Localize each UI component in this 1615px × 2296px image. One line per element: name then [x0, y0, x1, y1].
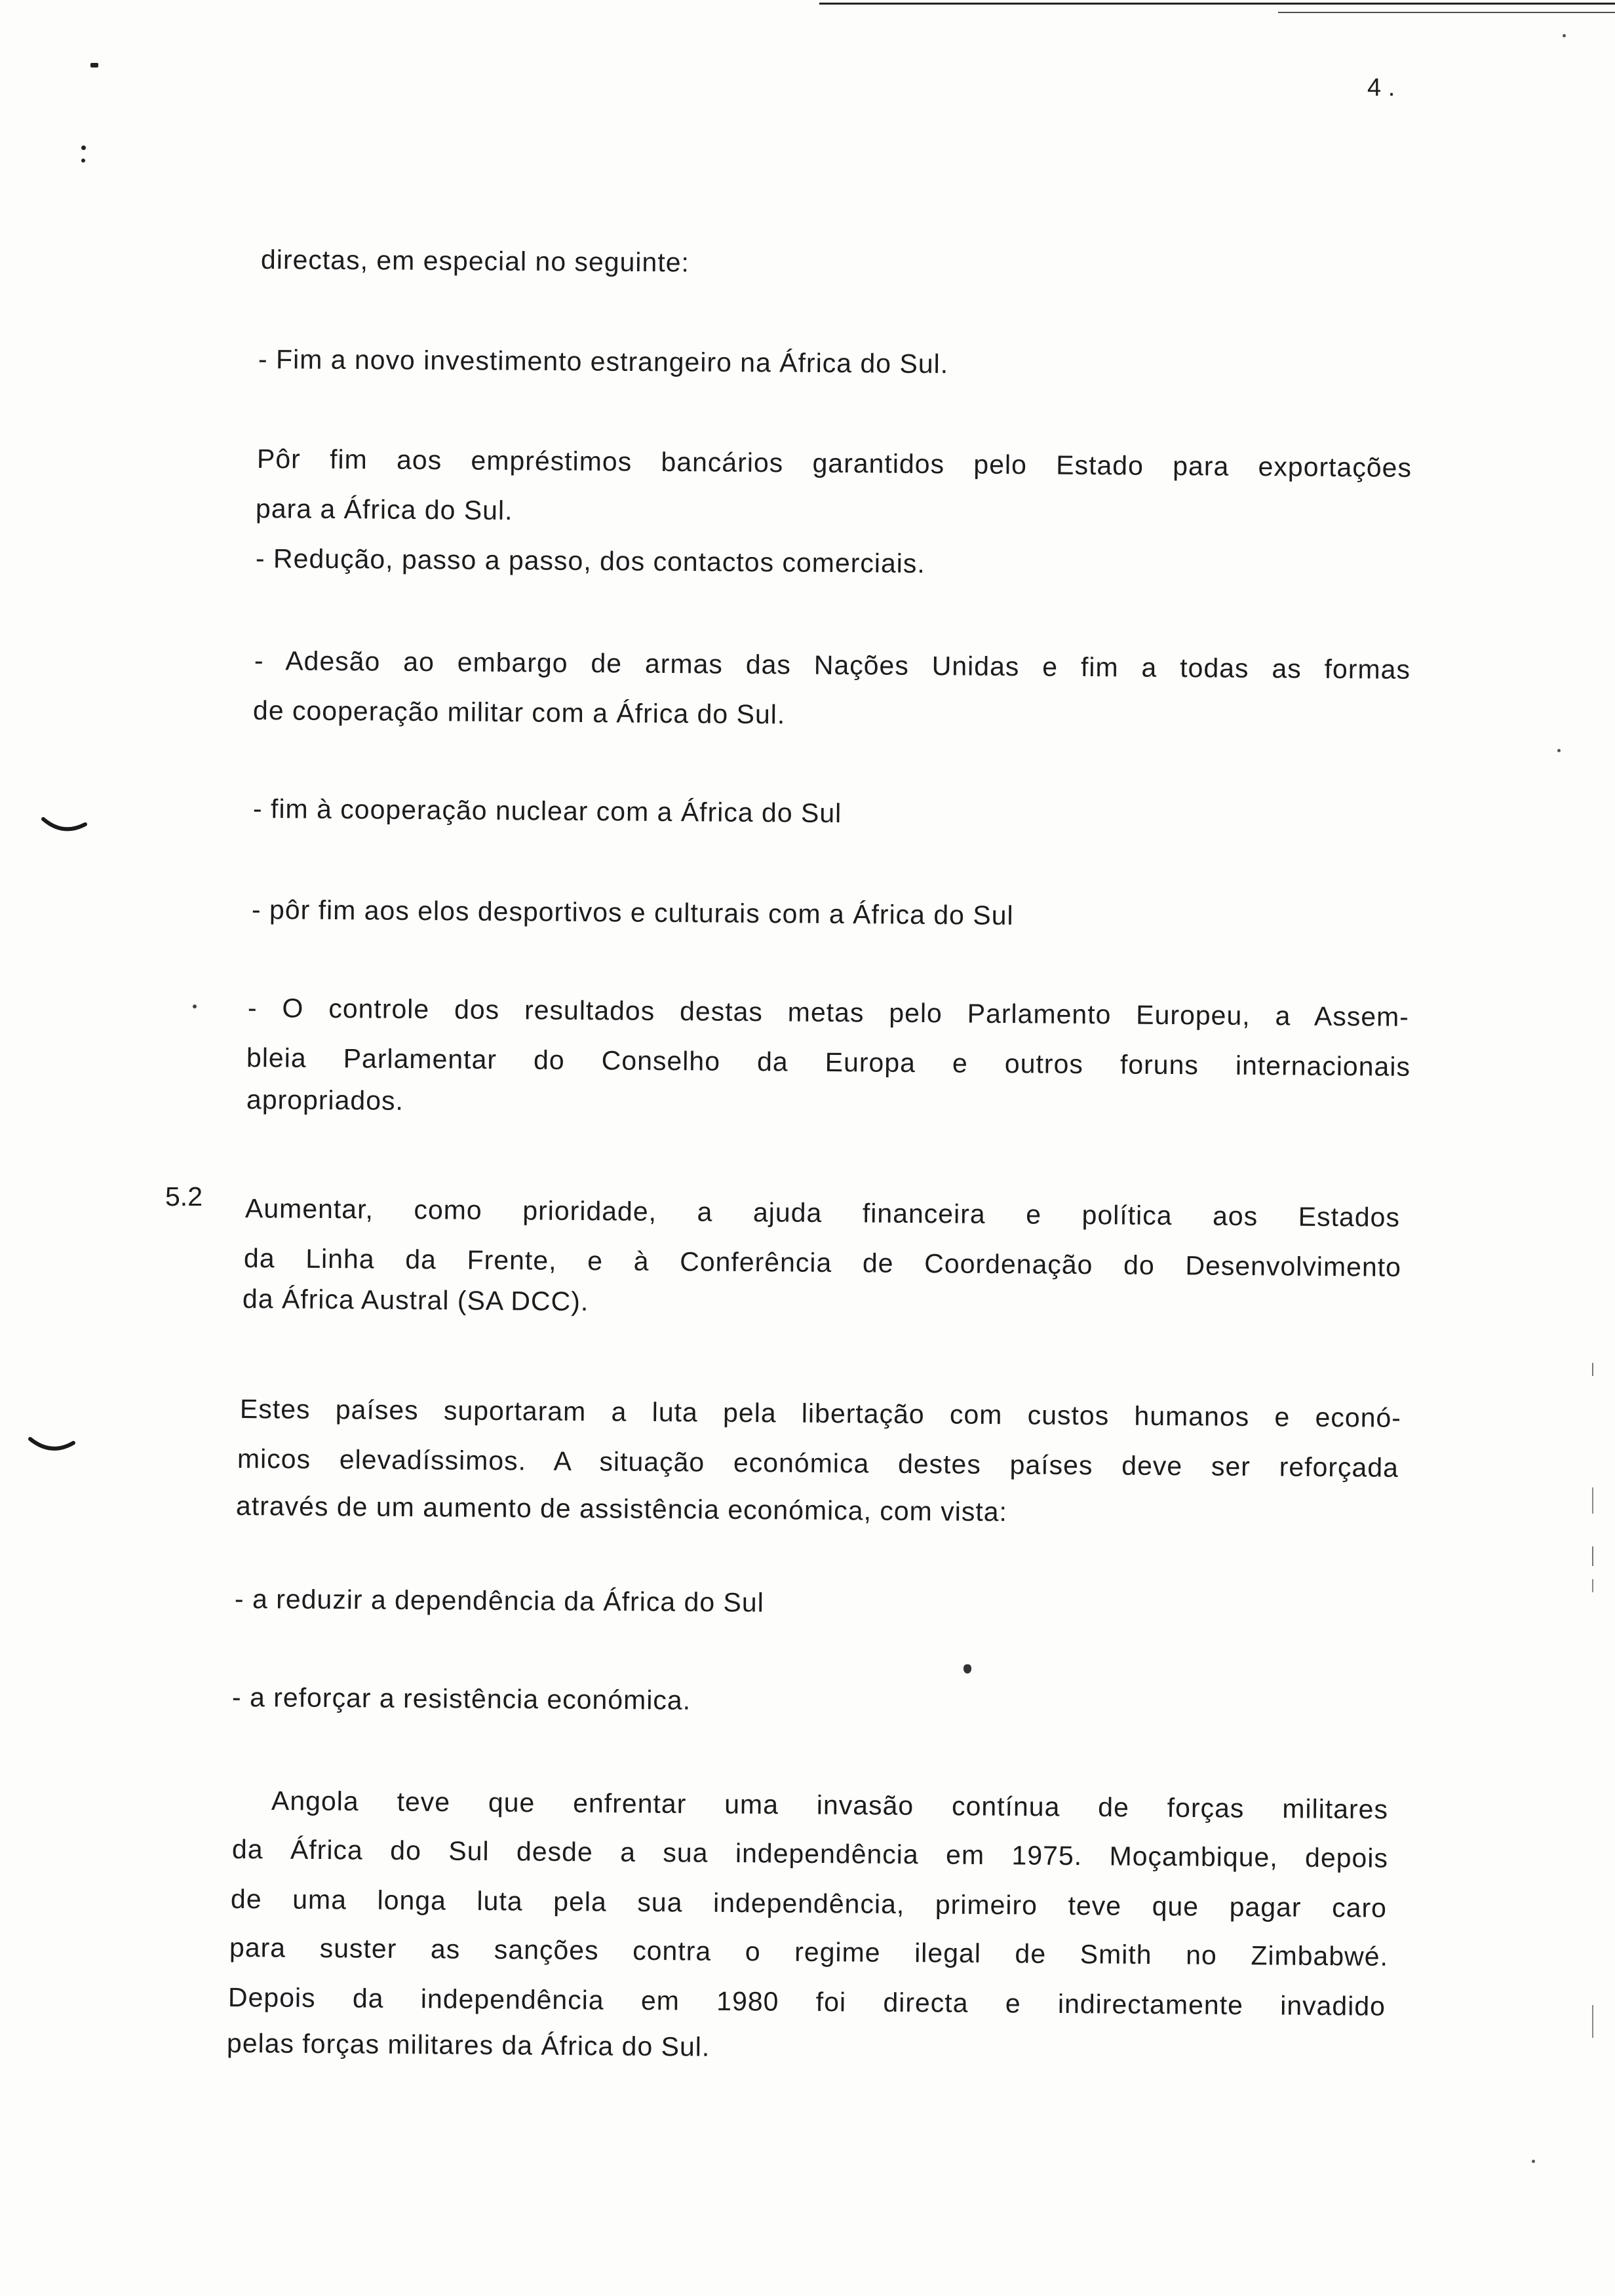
scan-speck	[963, 1664, 971, 1674]
angola-line-1: Angola teve que enfrentar uma invasão contínua de forças militares	[271, 1786, 1389, 1825]
list-item-arms-line-1: - Adesão ao embargo de armas das Nações Unidas e fim a todas as formas	[254, 645, 1411, 685]
page-number: 4 .	[1367, 74, 1395, 102]
top-edge-line-lower	[1278, 12, 1615, 13]
scan-speck	[81, 145, 86, 150]
scan-speck	[90, 63, 98, 67]
scan-speck	[1557, 749, 1561, 752]
aim-reduce: - a reduzir a dependência da África do Sul	[234, 1584, 764, 1618]
section-number: 5.2	[165, 1181, 203, 1212]
angola-line-4: para suster as sanções contra o regime ilegal de Smith no Zimbabwé.	[229, 1932, 1389, 1972]
aim-reinforce: - a reforçar a resistência económica.	[231, 1682, 691, 1715]
list-item-loans-line-2: para a África do Sul.	[255, 493, 513, 526]
list-item-control-line-3: apropriados.	[246, 1084, 404, 1116]
list-item-control-line-2: bleia Parlamentar do Conselho da Europa e outros foruns internacionais	[246, 1043, 1411, 1082]
angola-line-5: Depois da independência em 1980 foi directa e indirectamente invadido	[227, 1982, 1386, 2021]
list-item-investment: - Fim a novo investimento estrangeiro na África do Sul.	[258, 344, 949, 379]
page-edge-ticks	[1586, 1350, 1599, 2057]
opening-line: directas, em especial no seguinte:	[260, 244, 690, 278]
section-line-1: Aumentar, como prioridade, a ajuda financeira e política aos Estados	[244, 1193, 1401, 1233]
list-item-arms-line-2: de cooperação militar com a África do Sul.	[252, 695, 786, 730]
top-edge-line	[819, 3, 1615, 5]
list-item-control-line-1: - O controle dos resultados destas metas pelo Parlamento Europeu, a Assem-	[247, 993, 1410, 1032]
scan-speck	[193, 1004, 197, 1008]
angola-line-6: pelas forças militares da África do Sul.	[226, 2028, 710, 2062]
section-line-3: da África Austral (SA DCC).	[242, 1284, 589, 1317]
countries-line-1: Estes países suportaram a luta pela libertação com custos humanos e econó-	[239, 1394, 1402, 1433]
section-line-2: da Linha da Frente, e à Conferência de Coordenação do Desenvolvimento	[243, 1243, 1402, 1282]
angola-line-3: de uma longa luta pela sua independência, primeiro teve que pagar caro	[230, 1884, 1388, 1923]
scan-speck	[1563, 34, 1566, 37]
scan-speck	[81, 159, 85, 163]
list-item-sports: - pôr fim aos elos desportivos e culturais com a África do Sul	[251, 894, 1014, 931]
angola-line-2: da África do Sul desde a sua independência em 1975. Moçambique, depois	[231, 1834, 1389, 1873]
countries-line-3: através de um aumento de assistência económica, com vista:	[235, 1491, 1008, 1527]
punch-hole-arc	[39, 815, 92, 841]
punch-hole-arc	[26, 1434, 79, 1460]
scan-speck	[1532, 2160, 1535, 2163]
list-item-commercial: - Redução, passo a passo, dos contactos comerciais.	[255, 543, 925, 579]
countries-line-2: micos elevadíssimos. A situação económica destes países deve ser reforçada	[237, 1444, 1399, 1483]
list-item-loans-line-1: Pôr fim aos empréstimos bancários garantidos pelo Estado para exportações	[256, 444, 1412, 483]
list-item-nuclear: - fim à cooperação nuclear com a África do Sul	[252, 794, 842, 829]
